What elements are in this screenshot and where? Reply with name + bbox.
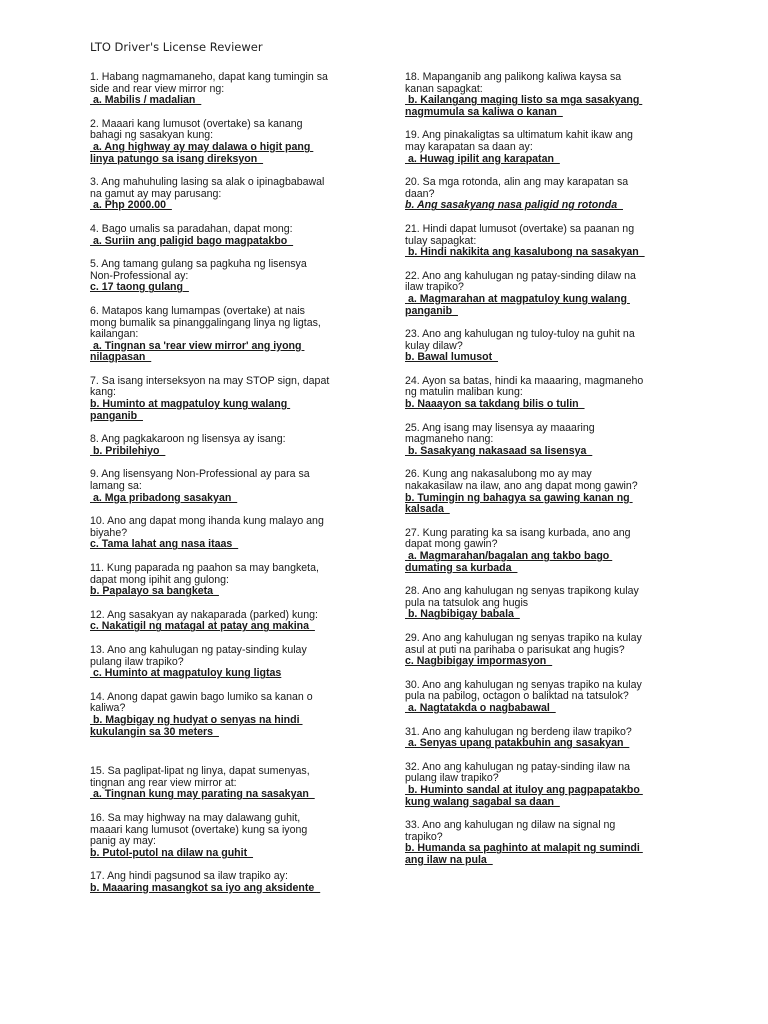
question-item [90, 813, 370, 859]
document-title: LTO Driver's License Reviewer [90, 40, 263, 54]
question-text: 4. Bago umalis sa paradahan, dapat mong: [90, 222, 293, 235]
question-text: 25. Ang isang may lisensya ay maaaring magmaneho nang: [405, 421, 595, 446]
question-item [90, 376, 370, 422]
left-column [90, 72, 370, 894]
question-item [405, 72, 690, 118]
answer-text: c. Nagbibigay impormasyon [405, 655, 553, 668]
question-text: 31. Ano ang kahulugan ng berdeng ilaw trapiko? [405, 725, 632, 738]
question-text: 17. Ang hindi pagsunod sa ilaw trapiko ay: [90, 870, 288, 883]
question-item [405, 633, 690, 668]
answer-text: a. Php 2000.00 [90, 199, 172, 212]
answer-text: b. Huminto at magpatuloy kung walang panganib [90, 398, 288, 422]
question-text: 24. Ayon sa batas, hindi ka maaaring, magmaneho ng matulin maliban kung: [405, 374, 644, 399]
answer-text: a. Mga pribadong sasakyan [90, 491, 238, 504]
answer-text: b. Maaaring masangkot sa iyo ang aksidente [90, 881, 321, 894]
question-item [90, 469, 370, 504]
question-text: 28. Ano ang kahulugan ng senyas trapikong kulay pula na tatsulok ang hugis [405, 585, 639, 609]
question-text: 6. Matapos kang lumampas (overtake) at nais mong bumalik sa pinanggalingang linya ng ligtas, kailangan: [90, 304, 321, 341]
question-item [90, 766, 370, 801]
question-item [405, 680, 690, 715]
question-item [405, 586, 690, 621]
answer-text: c. Huminto at magpatuloy kung ligtas [90, 667, 282, 680]
answer-text: a. Ang highway ay may dalawa o higit pang linya patungo sa isang direksyon [90, 140, 311, 165]
question-text: 29. Ano ang kahulugan ng senyas trapiko na kulay asul at puti na parihaba o parisukat ang hugis? [405, 631, 642, 656]
question-item [90, 72, 370, 107]
answer-text: b. Bawal lumusot [405, 351, 499, 364]
question-item [90, 306, 370, 364]
question-text: 12. Ang sasakyan ay nakaparada (parked) kung: [90, 608, 318, 621]
question-item [405, 423, 690, 458]
question-item [90, 177, 370, 212]
question-item [90, 610, 370, 633]
answer-text: b. Magbigay ng hudyat o senyas na hindi kukulangin sa 30 meters [90, 713, 300, 738]
answer-text: a. Tingnan sa 'rear view mirror' ang iyong nilagpasan [90, 339, 302, 364]
question-item [405, 820, 690, 866]
right-column [405, 72, 690, 866]
question-text: 33. Ano ang kahulugan ng dilaw na signal ng trapiko? [405, 819, 616, 843]
question-item [90, 871, 370, 894]
question-item [405, 376, 690, 411]
question-text: 19. Ang pinakaligtas sa ultimatum kahit ikaw ang may karapatan sa daan ay: [405, 129, 633, 153]
question-item [405, 528, 690, 574]
question-text: 9. Ang lisensyang Non-Professional ay para sa lamang sa: [90, 468, 310, 493]
question-text: 32. Ano ang kahulugan ng patay-sinding ilaw na pulang ilaw trapiko? [405, 760, 630, 785]
question-text: 3. Ang mahuhuling lasing sa alak o ipinagbabawal na gamut ay may parusang: [90, 176, 325, 200]
question-text: 15. Sa paglipat-lipat ng linya, dapat sumenyas, tingnan ang rear view mirror at: [90, 765, 310, 789]
question-text: 7. Sa isang interseksyon na may STOP sign, dapat kang: [90, 374, 330, 399]
answer-text: c. Tama lahat ang nasa itaas [90, 538, 239, 551]
question-text: 22. Ano ang kahulugan ng patay-sinding dilaw na ilaw trapiko? [405, 269, 636, 294]
answer-text: c. Nakatigil ng matagal at patay ang makina [90, 620, 315, 633]
question-item [90, 645, 370, 680]
question-text: 18. Mapanganib ang palikong kaliwa kaysa sa kanan sapagkat: [405, 71, 622, 95]
answer-text: b. Hindi nakikita ang kasalubong na sasakyan [405, 246, 645, 259]
question-text: 11. Kung paparada ng paahon sa may bangketa, dapat mong ipihit ang gulong: [90, 562, 319, 586]
answer-text: a. Magmarahan at magpatuloy kung walang panganib [405, 292, 627, 317]
answer-text: b. Pribilehiyo [90, 444, 166, 457]
answer-text: b. Tumingin ng bahagya sa gawing kanan ng kalsada [405, 491, 630, 516]
answer-text: a. Nagtatakda o nagbabawal [405, 701, 556, 714]
question-item [90, 119, 370, 165]
question-item [405, 762, 690, 808]
answer-text: a. Senyas upang patakbuhin ang sasakyan [405, 737, 630, 750]
question-item [405, 469, 690, 515]
question-item [405, 271, 690, 317]
question-item [90, 434, 370, 457]
question-item [405, 329, 690, 364]
answer-text: b. Kailangang maging listo sa mga sasakyang nagmumula sa kaliwa o kanan [405, 94, 640, 118]
question-text: 26. Kung ang nakasalubong mo ay may nakakasilaw na ilaw, ano ang dapat mong gawin? [405, 468, 638, 493]
answer-text: b. Huminto sandal at ituloy ang pagpapatakbo kung walang sagabal sa daan [405, 783, 640, 808]
question-text: 21. Hindi dapat lumusot (overtake) sa paanan ng tulay sapagkat: [405, 222, 635, 247]
question-item [405, 130, 690, 165]
question-text: 2. Maaari kang lumusot (overtake) sa kanang bahagi ng sasakyan kung: [90, 117, 303, 142]
question-text: 30. Ano ang kahulugan ng senyas trapiko na kulay pula na pabilog, octagon o baliktad na tatsulok? [405, 678, 642, 703]
question-text: 13. Ano ang kahulugan ng patay-sinding kulay pulang ilaw trapiko? [90, 643, 307, 668]
answer-text: b. Nagbibigay babala [405, 608, 520, 621]
question-text: 27. Kung parating ka sa isang kurbada, ano ang dapat mong gawin? [405, 526, 631, 551]
question-item [405, 224, 690, 259]
question-text: 23. Ano ang kahulugan ng tuloy-tuloy na guhit na kulay dilaw? [405, 328, 635, 352]
question-item [90, 563, 370, 598]
question-text: 10. Ano ang dapat mong ihanda kung malayo ang biyahe? [90, 515, 324, 539]
answer-text: a. Suriin ang paligid bago magpatakbo [90, 234, 294, 247]
question-item [90, 224, 370, 247]
question-item [90, 516, 370, 551]
question-item [90, 259, 370, 294]
question-item [90, 692, 370, 738]
answer-text: a. Magmarahan/bagalan ang takbo bago dumating sa kurbada [405, 550, 610, 574]
answer-text: b. Ang sasakyang nasa paligid ng rotonda [405, 199, 623, 212]
question-text: 1. Habang nagmamaneho, dapat kang tumingin sa side and rear view mirror ng: [90, 71, 328, 95]
question-item [405, 727, 690, 750]
answer-text: b. Putol-putol na dilaw na guhit [90, 846, 254, 859]
question-text: 8. Ang pagkakaroon ng lisensya ay isang: [90, 433, 286, 446]
question-text: 5. Ang tamang gulang sa pagkuha ng lisensya Non-Professional ay: [90, 258, 307, 282]
question-text: 14. Anong dapat gawin bago lumiko sa kanan o kaliwa? [90, 690, 313, 715]
answer-text: a. Huwag ipilit ang karapatan [405, 152, 560, 165]
answer-text: c. 17 taong gulang [90, 281, 189, 294]
answer-text: a. Tingnan kung may parating na sasakyan [90, 788, 315, 801]
question-text: 20. Sa mga rotonda, alin ang may karapatan sa daan? [405, 176, 629, 200]
answer-text: b. Naaayon sa takdang bilis o tulin [405, 398, 585, 411]
answer-text: b. Humanda sa paghinto at malapit ng sumindi ang ilaw na pula [405, 842, 640, 866]
question-item [405, 177, 690, 212]
answer-text: a. Mabilis / madalian [90, 94, 202, 107]
answer-text: b. Sasakyang nakasaad sa lisensya [405, 444, 593, 457]
answer-text: b. Papalayo sa bangketa [90, 585, 219, 598]
question-text: 16. Sa may highway na may dalawang guhit, maaari kang lumusot (overtake) kung sa iyong panig ay may: [90, 811, 308, 848]
